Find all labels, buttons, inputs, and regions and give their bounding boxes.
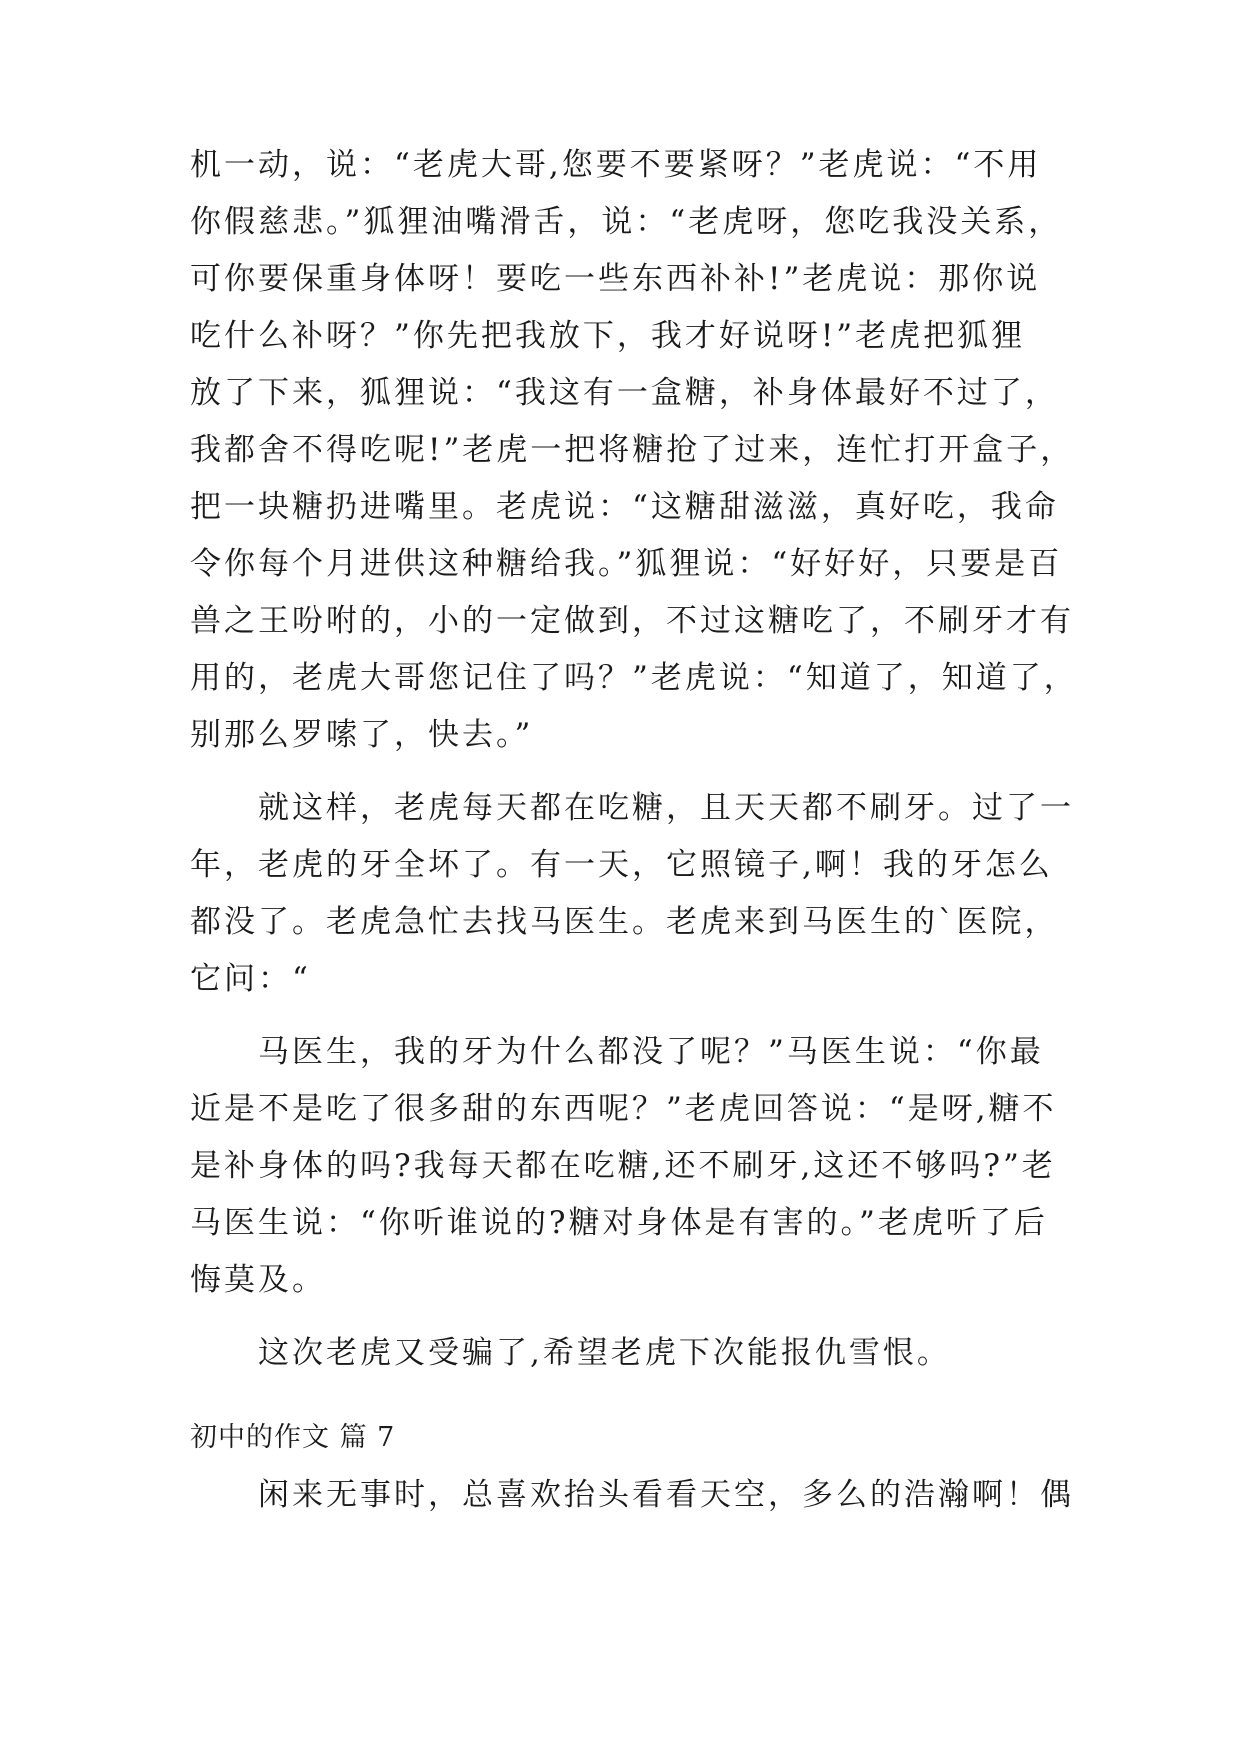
paragraph-start-line: 就这样，老虎每天都在吃糖，且天天都不刷牙。过了一 [190, 790, 1074, 826]
text-line: 令你每个月进供这种糖给我。”狐狸说：“好好好，只要是百 [190, 546, 1063, 582]
text-line: 是补身体的吗?我每天都在吃糖,还不刷牙,这还不够吗?”老 [190, 1148, 1056, 1184]
text-line: 它问：“ [190, 961, 311, 997]
paragraph-start-line: 闲来无事时，总喜欢抬头看看天空，多么的浩瀚啊！偶 [190, 1477, 1074, 1513]
text-line: 吃什么补呀？”你先把我放下，我才好说呀!”老虎把狐狸 [190, 318, 1026, 354]
text-line: 兽之王吩咐的，小的一定做到，不过这糖吃了，不刷牙才有 [190, 603, 1074, 639]
text-line: 年，老虎的牙全坏了。有一天，它照镜子,啊！我的牙怎么 [190, 847, 1053, 883]
text-line: 都没了。老虎急忙去找马医生。老虎来到马医生的`医院， [190, 904, 1059, 940]
section-heading: 初中的作文 篇 7 [190, 1422, 396, 1453]
text-line: 把一块糖扔进嘴里。老虎说：“这糖甜滋滋，真好吃，我命 [190, 489, 1059, 525]
text-line: 你假慈悲。”狐狸油嘴滑舌，说：“老虎呀，您吃我没关系， [190, 204, 1063, 240]
text-line: 放了下来，狐狸说：“我这有一盒糖，补身体最好不过了， [190, 375, 1059, 411]
text-line: 机一动，说：“老虎大哥,您要不要紧呀？”老虎说：“不用 [190, 147, 1042, 183]
text-line: 别那么罗嗦了，快去。” [190, 717, 534, 753]
text-line: 马医生说：“你听谁说的?糖对身体是有害的。”老虎听了后 [190, 1205, 1048, 1241]
text-line: 用的，老虎大哥您记住了吗？”老虎说：“知道了，知道了， [190, 660, 1078, 696]
text-line: 可你要保重身体呀！要吃一些东西补补!”老虎说：那你说 [190, 261, 1041, 297]
paragraph-start-line: 马医生，我的牙为什么都没了呢？”马医生说：“你最 [190, 1034, 1044, 1070]
text-line: 近是不是吃了很多甜的东西呢？”老虎回答说：“是呀,糖不 [190, 1091, 1057, 1127]
text-line: 悔莫及。 [190, 1262, 326, 1298]
paragraph-start-line: 这次老虎又受骗了,希望老虎下次能报仇雪恨。 [190, 1335, 951, 1371]
text-line: 我都舍不得吃呢!”老虎一把将糖抢了过来，连忙打开盒子， [190, 432, 1075, 468]
